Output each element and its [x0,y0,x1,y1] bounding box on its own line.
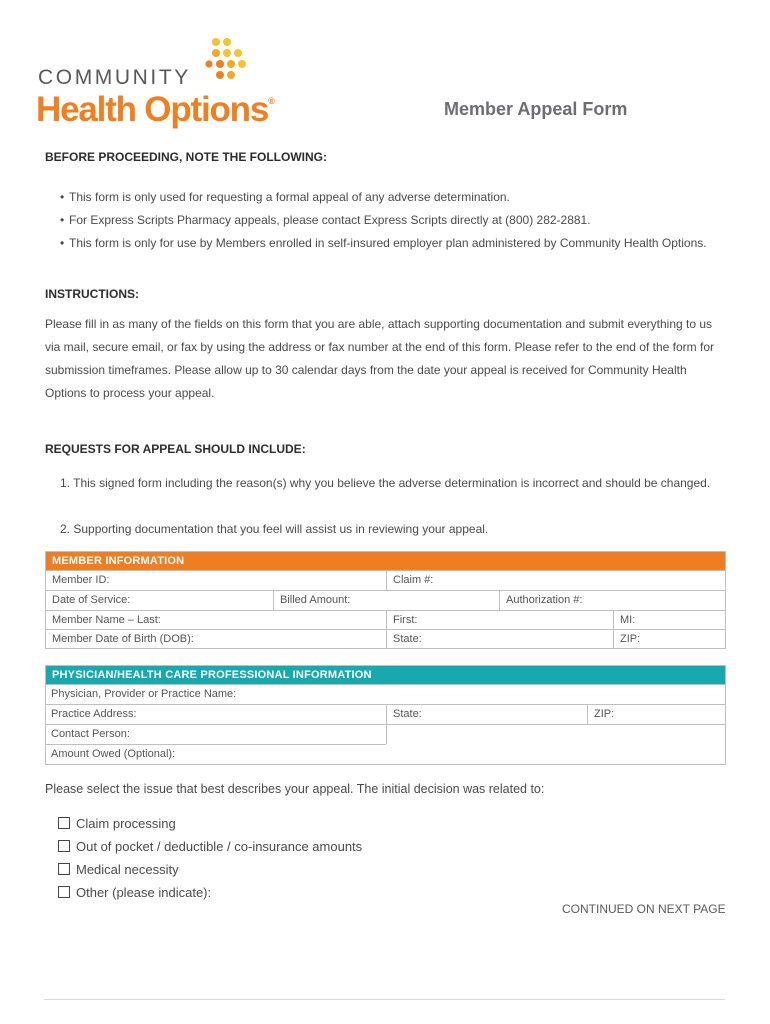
practice-zip-field[interactable]: ZIP: [587,704,725,724]
option-medical-necessity[interactable]: Medical necessity [58,862,179,877]
physician-info-table [45,665,726,765]
option-out-of-pocket[interactable]: Out of pocket / deductible / co-insurance amounts [58,839,362,854]
checkbox-icon[interactable] [58,817,70,829]
member-first-name-field[interactable]: First: [386,610,613,630]
physician-name-field[interactable]: Physician, Provider or Practice Name: [45,684,725,704]
member-info-header: MEMBER INFORMATION [46,552,725,570]
member-dob-field[interactable]: Member Date of Birth (DOB): [45,629,386,648]
authorization-field[interactable]: Authorization #: [499,590,725,610]
physician-info-header: PHYSICIAN/HEALTH CARE PROFESSIONAL INFORMATION [46,666,725,684]
contact-person-input[interactable] [386,724,725,744]
notice-bullet: • This form is only for use by Members enrolled in self-insured employer plan administered by Community Health Options. [45,235,745,251]
checkbox-icon[interactable] [58,840,70,852]
claim-number-field[interactable]: Claim #: [386,570,725,590]
member-last-name-field[interactable]: Member Name – Last: [45,610,386,630]
page-title: Member Appeal Form [444,99,628,119]
amount-owed-field[interactable]: Amount Owed (Optional): [45,744,386,764]
member-state-field[interactable]: State: [386,629,613,648]
option-other[interactable]: Other (please indicate): [58,885,211,900]
contact-person-field[interactable]: Contact Person: [45,724,386,744]
request-item: 2. Supporting documentation that you feel will assist us in reviewing your appeal. [60,522,489,536]
member-zip-field[interactable]: ZIP: [613,629,725,648]
issue-prompt: Please select the issue that best describes your appeal. The initial decision was related to: [45,782,545,796]
requests-heading: REQUESTS FOR APPEAL SHOULD INCLUDE: [45,442,306,456]
member-id-field[interactable]: Member ID: [45,570,386,590]
notice-bullet: • For Express Scripts Pharmacy appeals, please contact Express Scripts directly at (800) 282-2881. [45,212,745,228]
notice-heading: BEFORE PROCEEDING, NOTE THE FOLLOWING: [45,150,327,164]
logo-health-options-text: Health Options® [36,90,275,129]
divider [44,999,725,1000]
practice-state-field[interactable]: State: [386,704,587,724]
checkbox-icon[interactable] [58,886,70,898]
instructions-text: Please fill in as many of the fields on this form that you are able, attach supporting documentation and submit everything to us via mail, secure email, or fax by using the address or fax number at the end of this form. Please refer to the end of the form for submission timeframes. Please allow up to 30 calendar days from the date your appeal is received for Community Health Options to process your appeal. [45,317,714,400]
member-mi-field[interactable]: MI: [613,610,725,630]
request-item: 1. This signed form including the reason(s) why you believe the adverse determination is incorrect and should be changed. [60,476,711,490]
checkbox-icon[interactable] [58,863,70,875]
logo-dots-icon [205,38,265,86]
member-info-table [45,551,726,649]
continued-label: CONTINUED ON NEXT PAGE [562,902,726,916]
option-claim-processing[interactable]: Claim processing [58,816,176,831]
notice-list [45,189,745,258]
logo-community-text: COMMUNITY [38,66,191,89]
instructions-heading: INSTRUCTIONS: [45,287,139,301]
notice-bullet: • This form is only used for requesting a formal appeal of any adverse determination. [45,189,745,205]
billed-amount-field[interactable]: Billed Amount: [273,590,499,610]
date-of-service-field[interactable]: Date of Service: [45,590,273,610]
practice-address-field[interactable]: Practice Address: [45,704,386,724]
